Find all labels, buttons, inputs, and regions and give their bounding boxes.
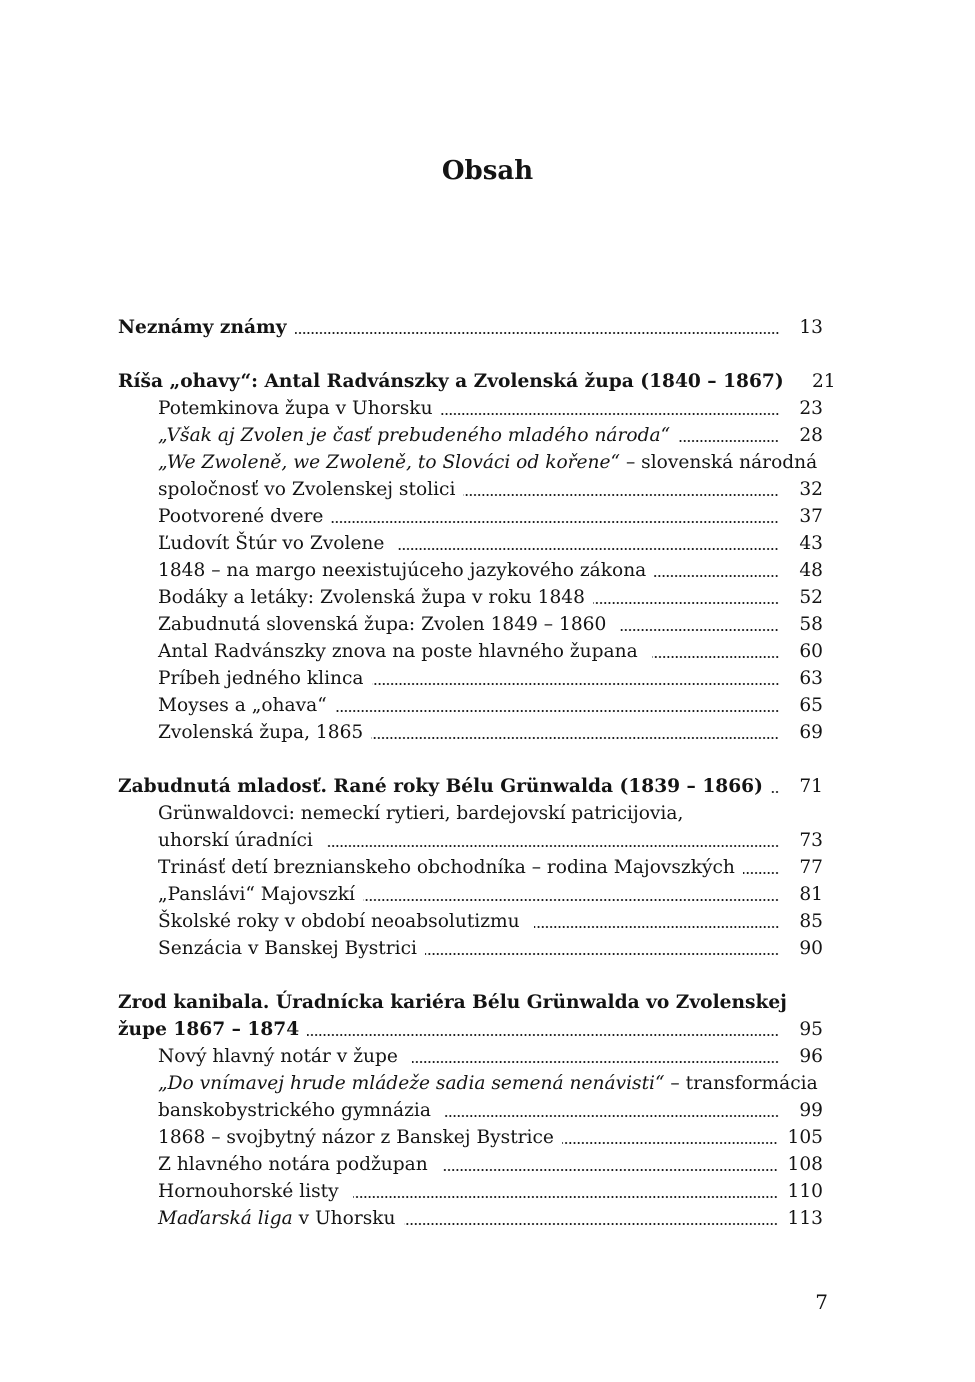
toc-entry-continuation[interactable] xyxy=(118,827,823,854)
entry-page: 60 xyxy=(799,641,823,662)
table-of-contents xyxy=(118,314,836,1232)
toc-entry[interactable] xyxy=(118,719,823,746)
entry-page: 81 xyxy=(799,884,823,905)
entry-title: Zvolenská župa, 1865 xyxy=(158,722,364,743)
entry-page: 32 xyxy=(799,479,823,500)
entry-title: – transformácia xyxy=(664,1073,818,1094)
toc-entry[interactable] xyxy=(118,611,823,638)
entry-title-italic: Maďarská liga xyxy=(158,1208,293,1229)
entry-title: Zabudnutá slovenská župa: Zvolen 1849 – 1860 xyxy=(158,614,607,635)
toc-entry[interactable] xyxy=(118,530,823,557)
dot-leader xyxy=(620,629,779,631)
entry-title: v Uhorsku xyxy=(292,1208,396,1229)
dot-leader xyxy=(335,710,779,712)
entry-title-cont: uhorskí úradníci xyxy=(158,830,313,851)
toc-entry[interactable] xyxy=(118,1151,823,1178)
entry-title: Senzácia v Banskej Bystrici xyxy=(158,938,417,959)
toc-entry-continuation[interactable] xyxy=(118,476,823,503)
entry-title: Z hlavného notára podžupan xyxy=(158,1154,428,1175)
entry-page: 65 xyxy=(799,695,823,716)
dot-leader xyxy=(327,845,779,847)
page-title: Obsah xyxy=(441,156,534,186)
entry-page: 43 xyxy=(799,533,823,554)
entry-title-italic: „Do vnímavej hrude mládeže sadia semená nenávisti“ xyxy=(158,1073,665,1094)
entry-title: Pootvorené dvere xyxy=(158,506,324,527)
entry-title: Zabudnutá mladosť. Rané roky Bélu Grünwalda (1839 – 1866) xyxy=(118,776,763,797)
toc-entry[interactable] xyxy=(118,1124,823,1151)
dot-leader xyxy=(654,575,779,577)
toc-entry-section[interactable] xyxy=(118,314,823,341)
dot-leader xyxy=(353,1196,778,1198)
dot-leader xyxy=(398,548,779,550)
toc-entry[interactable] xyxy=(118,881,823,908)
entry-title: – slovenská národná xyxy=(620,452,818,473)
toc-entry[interactable] xyxy=(118,1043,823,1070)
entry-title: 1848 – na margo neexistujúceho jazykového zákona xyxy=(158,560,647,581)
toc-entry[interactable] xyxy=(118,908,823,935)
entry-page: 58 xyxy=(799,614,823,635)
entry-title: Trinásť detí breznianskeho obchodníka – rodina Majovszkých xyxy=(158,857,735,878)
toc-entry[interactable] xyxy=(118,854,823,881)
entry-page: 69 xyxy=(799,722,823,743)
dot-leader xyxy=(678,440,779,442)
dot-leader xyxy=(363,899,779,901)
entry-page: 13 xyxy=(799,317,823,338)
dot-leader xyxy=(593,602,779,604)
entry-page: 85 xyxy=(799,911,823,932)
toc-entry-section-continuation[interactable] xyxy=(118,1016,823,1043)
dot-leader xyxy=(295,332,779,334)
dot-leader xyxy=(425,953,779,955)
dot-leader xyxy=(445,1115,779,1117)
entry-title: Neznámy známy xyxy=(118,317,287,338)
entry-page: 95 xyxy=(799,1019,823,1040)
toc-entry[interactable] xyxy=(118,503,823,530)
entry-page: 113 xyxy=(787,1208,823,1229)
dot-leader xyxy=(771,791,779,793)
dot-leader xyxy=(372,683,779,685)
entry-title: „Panslávi“ Majovszkí xyxy=(158,884,355,905)
entry-title: Hornouhorské listy xyxy=(158,1181,339,1202)
entry-page: 71 xyxy=(799,776,823,797)
entry-page: 63 xyxy=(799,668,823,689)
entry-title: Grünwaldovci: nemeckí rytieri, bardejovskí patricijovia, xyxy=(158,803,684,824)
entry-page: 73 xyxy=(799,830,823,851)
entry-page: 37 xyxy=(799,506,823,527)
entry-title: Moyses a „ohava“ xyxy=(158,695,327,716)
toc-entry-continuation[interactable] xyxy=(118,1097,823,1124)
toc-entry[interactable] xyxy=(118,638,823,665)
entry-page: 77 xyxy=(799,857,823,878)
entry-title: Ríša „ohavy“: Antal Radvánszky a Zvolenská župa (1840 – 1867) xyxy=(118,371,784,392)
dot-leader xyxy=(404,1223,778,1225)
toc-entry-section[interactable] xyxy=(118,989,823,1016)
entry-title: Ľudovít Štúr vo Zvolene xyxy=(158,533,385,554)
toc-entry[interactable] xyxy=(118,692,823,719)
entry-title: Potemkinova župa v Uhorsku xyxy=(158,398,433,419)
entry-title: 1868 – svojbytný názor z Banskej Bystrice xyxy=(158,1127,554,1148)
entry-page: 110 xyxy=(787,1181,823,1202)
entry-page: 52 xyxy=(799,587,823,608)
toc-entry-section[interactable] xyxy=(118,773,823,800)
entry-title: „Však aj Zvolen je časť prebudeného mladého národa“ xyxy=(158,425,671,446)
dot-leader xyxy=(307,1034,779,1036)
entry-page: 23 xyxy=(799,398,823,419)
toc-entry[interactable] xyxy=(118,557,823,584)
dot-leader xyxy=(743,872,779,874)
toc-entry[interactable] xyxy=(118,1070,823,1097)
toc-entry[interactable] xyxy=(118,935,823,962)
entry-title-cont: banskobystrického gymnázia xyxy=(158,1100,431,1121)
dot-leader xyxy=(331,521,779,523)
entry-page: 105 xyxy=(787,1127,823,1148)
entry-page: 21 xyxy=(811,371,836,392)
dot-leader xyxy=(562,1142,778,1144)
entry-title: Školské roky v období neoabsolutizmu xyxy=(158,911,520,932)
toc-entry[interactable] xyxy=(118,1205,823,1232)
entry-page: 28 xyxy=(799,425,823,446)
dot-leader xyxy=(412,1061,779,1063)
toc-entry[interactable] xyxy=(118,422,823,449)
toc-entry[interactable] xyxy=(118,800,823,827)
dot-leader xyxy=(441,413,779,415)
dot-leader xyxy=(652,656,779,658)
toc-entry[interactable] xyxy=(118,395,823,422)
entry-title-cont: spoločnosť vo Zvolenskej stolici xyxy=(158,479,456,500)
dot-leader xyxy=(371,737,779,739)
entry-title: Príbeh jedného klinca xyxy=(158,668,364,689)
entry-title: Zrod kanibala. Úradnícka kariéra Bélu Grünwalda vo Zvolenskej xyxy=(118,992,787,1013)
page-number: 7 xyxy=(815,1290,828,1314)
entry-title: Bodáky a letáky: Zvolenská župa v roku 1848 xyxy=(158,587,585,608)
dot-leader xyxy=(463,494,779,496)
dot-leader xyxy=(442,1169,778,1171)
entry-page: 48 xyxy=(799,560,823,581)
entry-title: Antal Radvánszky znova na poste hlavného župana xyxy=(158,641,638,662)
toc-entry[interactable] xyxy=(118,449,823,476)
entry-title-cont: župe 1867 – 1874 xyxy=(118,1019,300,1040)
toc-entry-section[interactable] xyxy=(118,368,836,395)
toc-entry[interactable] xyxy=(118,1178,823,1205)
dot-leader xyxy=(534,926,779,928)
entry-title-italic: „We Zwoleně, we Zwoleně, to Slováci od kořene“ xyxy=(158,452,621,473)
entry-page: 99 xyxy=(799,1100,823,1121)
entry-page: 90 xyxy=(799,938,823,959)
entry-page: 108 xyxy=(787,1154,823,1175)
toc-entry[interactable] xyxy=(118,584,823,611)
entry-page: 96 xyxy=(799,1046,823,1067)
entry-title: Nový hlavný notár v župe xyxy=(158,1046,398,1067)
toc-entry[interactable] xyxy=(118,665,823,692)
